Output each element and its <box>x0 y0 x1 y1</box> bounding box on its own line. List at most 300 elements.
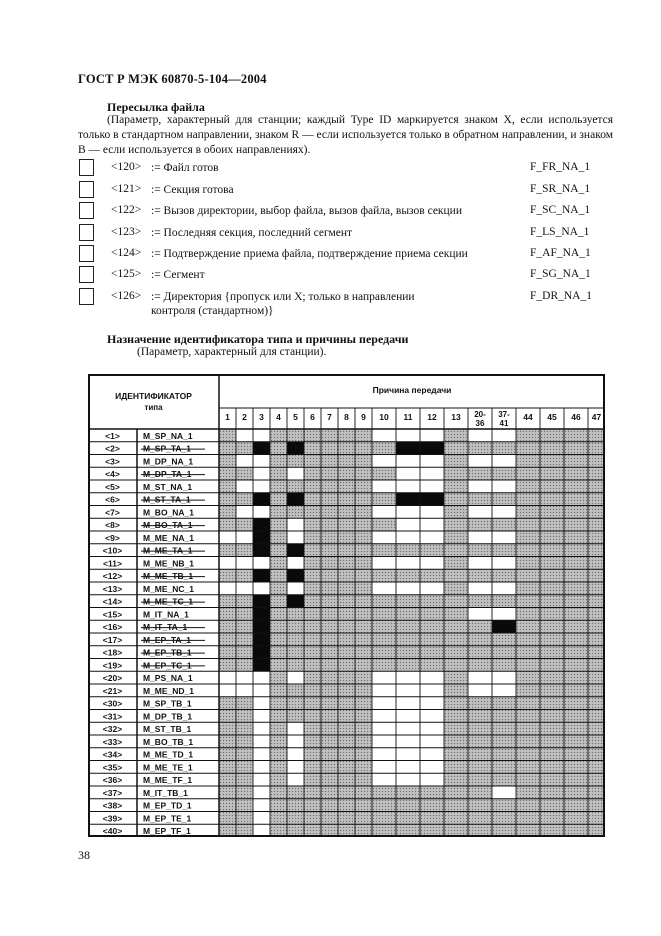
cause-column-header: 37- <box>498 410 510 419</box>
cause-cell <box>355 531 372 544</box>
row-type-code: <4> <box>105 469 120 479</box>
cause-cell <box>338 531 355 544</box>
cause-cell <box>564 595 588 608</box>
cause-cell <box>321 684 338 697</box>
cause-cell <box>355 748 372 761</box>
cause-cell <box>270 544 287 557</box>
cause-cell <box>253 748 270 761</box>
cause-cell <box>253 761 270 774</box>
cause-cell <box>338 697 355 710</box>
cause-cell <box>444 493 468 506</box>
cause-cell <box>304 646 321 659</box>
cause-cell <box>420 608 444 621</box>
row-type-name: M_DP_TA_1 <box>143 469 192 479</box>
mark-checkbox[interactable] <box>79 245 94 262</box>
cause-cell <box>516 493 540 506</box>
mark-checkbox[interactable] <box>79 159 94 176</box>
cause-cell <box>287 812 304 825</box>
cause-cell <box>236 608 253 621</box>
cause-cell <box>372 761 396 774</box>
cause-cell <box>372 684 396 697</box>
cause-cell <box>540 748 564 761</box>
cause-cell <box>355 684 372 697</box>
cause-cell <box>236 467 253 480</box>
cause-cell <box>372 786 396 799</box>
cause-cell <box>219 506 236 519</box>
cause-cell <box>468 773 492 786</box>
definition-abbreviation: F_DR_NA_1 <box>530 290 592 302</box>
cause-cell <box>396 748 420 761</box>
row-type-code: <9> <box>105 532 120 543</box>
cause-cell <box>321 697 338 710</box>
cause-cell <box>355 697 372 710</box>
cause-cell <box>588 582 605 595</box>
cause-cell <box>372 467 396 480</box>
cause-column-header: 11 <box>403 412 413 422</box>
cause-cell <box>219 659 236 672</box>
cause-cell <box>372 710 396 723</box>
cause-cell <box>444 748 468 761</box>
cause-cell <box>321 748 338 761</box>
cause-column-header: 8 <box>344 412 349 422</box>
cause-cell <box>444 646 468 659</box>
cause-cell <box>420 429 444 442</box>
cause-cell <box>444 569 468 582</box>
cause-cell <box>540 659 564 672</box>
cause-cell <box>304 467 321 480</box>
cause-cell <box>304 429 321 442</box>
cause-cell <box>420 442 444 455</box>
cause-cell <box>444 582 468 595</box>
cause-cell <box>372 569 396 582</box>
cause-cell <box>321 659 338 672</box>
cause-cell <box>219 761 236 774</box>
cause-cell <box>468 595 492 608</box>
cause-cell <box>588 506 605 519</box>
cause-cell <box>372 659 396 672</box>
cause-cell <box>444 773 468 786</box>
cause-cell <box>396 659 420 672</box>
definition-abbreviation: F_FR_NA_1 <box>530 161 591 173</box>
cause-cell <box>304 710 321 723</box>
cause-cell <box>444 608 468 621</box>
cause-cell <box>287 620 304 633</box>
cause-cell <box>444 659 468 672</box>
cause-cell <box>468 748 492 761</box>
cause-cell <box>219 429 236 442</box>
cause-cell <box>304 620 321 633</box>
cause-cell <box>588 633 605 646</box>
cause-cell <box>372 799 396 812</box>
cause-cell <box>338 480 355 493</box>
mark-checkbox[interactable] <box>79 266 94 283</box>
cause-cell <box>564 582 588 595</box>
cause-cell <box>492 467 516 480</box>
cause-cell <box>468 799 492 812</box>
row-type-name: M_EP_TA_1 <box>143 634 192 645</box>
cause-cell <box>236 582 253 595</box>
cause-cell <box>338 786 355 799</box>
row-type-name: M_ST_TA_1 <box>143 494 191 505</box>
cause-cell <box>564 773 588 786</box>
cause-cell <box>516 659 540 672</box>
cause-cell <box>468 608 492 621</box>
cause-cell <box>468 531 492 544</box>
cause-cell <box>253 582 270 595</box>
cause-cell <box>321 442 338 455</box>
cause-cell <box>372 595 396 608</box>
cause-cell <box>270 582 287 595</box>
cause-cell <box>253 531 270 544</box>
cause-cell <box>287 582 304 595</box>
row-type-code: <30> <box>102 698 123 709</box>
type-cause-table-grid <box>88 374 605 837</box>
cause-cell <box>396 735 420 748</box>
cause-cell <box>338 595 355 608</box>
cause-cell <box>270 429 287 442</box>
cause-cell <box>492 710 516 723</box>
cause-cell <box>338 557 355 570</box>
cause-cell <box>372 455 396 468</box>
row-type-code: <18> <box>102 647 123 658</box>
cause-column-header: 44 <box>523 412 533 422</box>
cause-cell <box>355 442 372 455</box>
cause-cell <box>564 442 588 455</box>
cause-cell <box>540 608 564 621</box>
cause-cell <box>270 608 287 621</box>
cause-cell <box>287 531 304 544</box>
cause-cell <box>253 773 270 786</box>
cause-cell <box>270 493 287 506</box>
cause-cell <box>253 646 270 659</box>
cause-cell <box>372 493 396 506</box>
cause-cell <box>270 531 287 544</box>
row-type-code: <37> <box>102 787 123 798</box>
cause-cell <box>338 812 355 825</box>
cause-cell <box>253 557 270 570</box>
cause-cell <box>396 697 420 710</box>
cause-cell <box>321 480 338 493</box>
cause-cell <box>540 761 564 774</box>
cause-cell <box>420 633 444 646</box>
cause-cell <box>372 812 396 825</box>
cause-cell <box>270 748 287 761</box>
cause-cell <box>420 659 444 672</box>
cause-cell <box>516 455 540 468</box>
cause-cell <box>287 506 304 519</box>
definition-description: := Подтверждение приема файла, подтверждение приема секции <box>151 248 468 260</box>
cause-cell <box>304 442 321 455</box>
cause-cell <box>253 697 270 710</box>
cause-cell <box>588 620 605 633</box>
cause-cell <box>540 722 564 735</box>
cause-cell <box>516 582 540 595</box>
cause-cell <box>338 442 355 455</box>
cause-cell <box>355 786 372 799</box>
cause-cell <box>372 722 396 735</box>
cause-cell <box>564 544 588 557</box>
cause-cell <box>219 722 236 735</box>
cause-cell <box>304 722 321 735</box>
cause-cell <box>540 684 564 697</box>
type-assignment-subtitle: (Параметр, характерный для станции). <box>137 346 327 358</box>
cause-cell <box>338 722 355 735</box>
cause-cell <box>468 646 492 659</box>
cause-cell <box>287 710 304 723</box>
cause-cell <box>321 429 338 442</box>
cause-cell <box>492 557 516 570</box>
definition-code: <124> <box>111 247 142 259</box>
cause-cell <box>492 531 516 544</box>
cause-cell <box>287 595 304 608</box>
cause-column-header: 13 <box>451 412 461 422</box>
cause-cell <box>287 735 304 748</box>
cause-cell <box>540 557 564 570</box>
cause-cell <box>219 620 236 633</box>
cause-cell <box>468 633 492 646</box>
cause-cell <box>355 569 372 582</box>
cause-cell <box>355 544 372 557</box>
cause-cell <box>287 799 304 812</box>
cause-cell <box>372 480 396 493</box>
cause-cell <box>219 786 236 799</box>
cause-cell <box>588 544 605 557</box>
mark-checkbox[interactable] <box>79 224 94 241</box>
cause-cell <box>236 569 253 582</box>
cause-cell <box>588 697 605 710</box>
cause-cell <box>219 455 236 468</box>
mark-checkbox[interactable] <box>79 202 94 219</box>
cause-cell <box>492 633 516 646</box>
cause-cell <box>321 710 338 723</box>
mark-checkbox[interactable] <box>79 288 94 305</box>
row-type-name: M_EP_TE_1 <box>143 813 192 824</box>
cause-cell <box>492 442 516 455</box>
cause-cell <box>492 429 516 442</box>
cause-cell <box>564 620 588 633</box>
cause-cell <box>468 442 492 455</box>
cause-cell <box>321 773 338 786</box>
row-type-name: M_EP_TD_1 <box>143 800 192 811</box>
cause-cell <box>492 773 516 786</box>
cause-cell <box>355 646 372 659</box>
row-type-name: M_ME_TF_1 <box>143 775 193 785</box>
definition-code: <121> <box>111 183 142 195</box>
row-type-code: <3> <box>105 456 120 467</box>
mark-checkbox[interactable] <box>79 181 94 198</box>
cause-cell <box>287 467 304 480</box>
cause-cell <box>588 595 605 608</box>
row-type-name: M_ME_NC_1 <box>143 583 195 594</box>
row-type-name: M_ST_TB_1 <box>143 724 192 734</box>
cause-cell <box>540 799 564 812</box>
cause-cell <box>564 493 588 506</box>
cause-cell <box>355 518 372 531</box>
cause-cell <box>444 531 468 544</box>
cause-cell <box>444 710 468 723</box>
cause-cell <box>396 429 420 442</box>
cause-cell <box>338 761 355 774</box>
cause-cell <box>540 506 564 519</box>
cause-cell <box>372 748 396 761</box>
row-type-code: <5> <box>105 481 120 492</box>
cause-cell <box>564 799 588 812</box>
cause-cell <box>253 710 270 723</box>
definition-description: := Последняя секция, последний сегмент <box>151 227 353 239</box>
definition-abbreviation: F_LS_NA_1 <box>530 226 590 238</box>
cause-cell <box>588 761 605 774</box>
row-type-name: M_IT_TA_1 <box>143 622 188 632</box>
cause-cell <box>236 799 253 812</box>
cause-cell <box>516 595 540 608</box>
cause-cell <box>321 506 338 519</box>
definition-row <box>78 224 613 242</box>
cause-cell <box>372 671 396 684</box>
cause-cell <box>396 569 420 582</box>
row-type-code: <35> <box>102 762 123 773</box>
cause-cell <box>564 506 588 519</box>
cause-cell <box>396 812 420 825</box>
cause-cell <box>444 518 468 531</box>
row-type-code: <21> <box>102 685 123 696</box>
cause-column-header: 5 <box>293 412 298 422</box>
cause-cell <box>236 812 253 825</box>
cause-cell <box>321 531 338 544</box>
cause-cell <box>219 608 236 621</box>
cause-cell <box>492 697 516 710</box>
cause-cell <box>287 608 304 621</box>
cause-column-header: 2 <box>242 412 247 422</box>
cause-cell <box>236 735 253 748</box>
cause-cell <box>287 659 304 672</box>
cause-cell <box>516 646 540 659</box>
cause-cell <box>588 557 605 570</box>
cause-cell <box>540 467 564 480</box>
cause-cell <box>516 608 540 621</box>
cause-cell <box>355 429 372 442</box>
row-type-code: <13> <box>102 583 123 594</box>
cause-cell <box>287 671 304 684</box>
row-type-name: M_ME_TD_1 <box>143 749 194 760</box>
cause-cell <box>338 518 355 531</box>
cause-column-header: 12 <box>427 412 437 422</box>
cause-cell <box>219 710 236 723</box>
cause-cell <box>287 518 304 531</box>
cause-cell <box>355 582 372 595</box>
cause-cell <box>355 455 372 468</box>
cause-cell <box>270 467 287 480</box>
cause-cell <box>321 761 338 774</box>
cause-cell <box>540 812 564 825</box>
row-type-code: <15> <box>102 609 123 620</box>
cause-cell <box>468 812 492 825</box>
cause-cell <box>396 761 420 774</box>
cause-cell <box>372 442 396 455</box>
cause-cell <box>236 773 253 786</box>
cause-cell <box>304 480 321 493</box>
cause-cell <box>492 761 516 774</box>
cause-column-header: 6 <box>310 412 315 422</box>
cause-cell <box>253 493 270 506</box>
cause-cell <box>396 467 420 480</box>
cause-column-header: 45 <box>547 412 557 422</box>
cause-cell <box>253 659 270 672</box>
cause-cell <box>338 773 355 786</box>
cause-cell <box>564 748 588 761</box>
cause-cell <box>516 633 540 646</box>
cause-cell <box>492 812 516 825</box>
cause-cell <box>372 608 396 621</box>
cause-cell <box>287 646 304 659</box>
cause-cell <box>236 518 253 531</box>
cause-cell <box>321 812 338 825</box>
cause-cell <box>396 620 420 633</box>
cause-cell <box>253 442 270 455</box>
cause-cell <box>338 506 355 519</box>
id-header-line2: типа <box>144 403 163 412</box>
cause-cell <box>588 493 605 506</box>
cause-cell <box>444 735 468 748</box>
cause-cell <box>468 493 492 506</box>
cause-cell <box>287 493 304 506</box>
row-type-name: M_ME_ND_1 <box>143 685 195 696</box>
cause-cell <box>287 442 304 455</box>
cause-cell <box>287 455 304 468</box>
cause-cell <box>287 480 304 493</box>
cause-cell <box>396 633 420 646</box>
cause-cell <box>304 582 321 595</box>
cause-cell <box>444 429 468 442</box>
type-assignment-title: Назначение идентификатора типа и причины передачи <box>107 332 409 346</box>
cause-cell <box>372 646 396 659</box>
cause-cell <box>492 595 516 608</box>
cause-cell <box>270 799 287 812</box>
definition-row <box>78 245 613 263</box>
cause-cell <box>270 697 287 710</box>
cause-cell <box>468 620 492 633</box>
cause-cell <box>516 442 540 455</box>
cause-cell <box>219 595 236 608</box>
cause-cell <box>564 480 588 493</box>
cause-cell <box>338 799 355 812</box>
cause-cell <box>372 518 396 531</box>
cause-cell <box>420 710 444 723</box>
cause-cell <box>338 467 355 480</box>
cause-cell <box>420 557 444 570</box>
cause-cell <box>468 544 492 557</box>
cause-cell <box>396 608 420 621</box>
row-type-code: <20> <box>102 673 123 683</box>
cause-cell <box>564 608 588 621</box>
row-type-code: <17> <box>102 634 123 645</box>
cause-cell <box>321 544 338 557</box>
cause-cell <box>588 710 605 723</box>
cause-cell <box>355 506 372 519</box>
cause-cell <box>420 480 444 493</box>
cause-cell <box>219 684 236 697</box>
cause-cell <box>564 735 588 748</box>
cause-cell <box>492 620 516 633</box>
cause-cell <box>468 480 492 493</box>
cause-cell <box>588 799 605 812</box>
cause-column-header: 7 <box>327 412 332 422</box>
cause-cell <box>253 671 270 684</box>
cause-cell <box>516 812 540 825</box>
row-type-name: M_SP_NA_1 <box>143 430 193 441</box>
cause-cell <box>516 467 540 480</box>
row-type-code: <11> <box>103 558 122 569</box>
cause-cell <box>588 608 605 621</box>
